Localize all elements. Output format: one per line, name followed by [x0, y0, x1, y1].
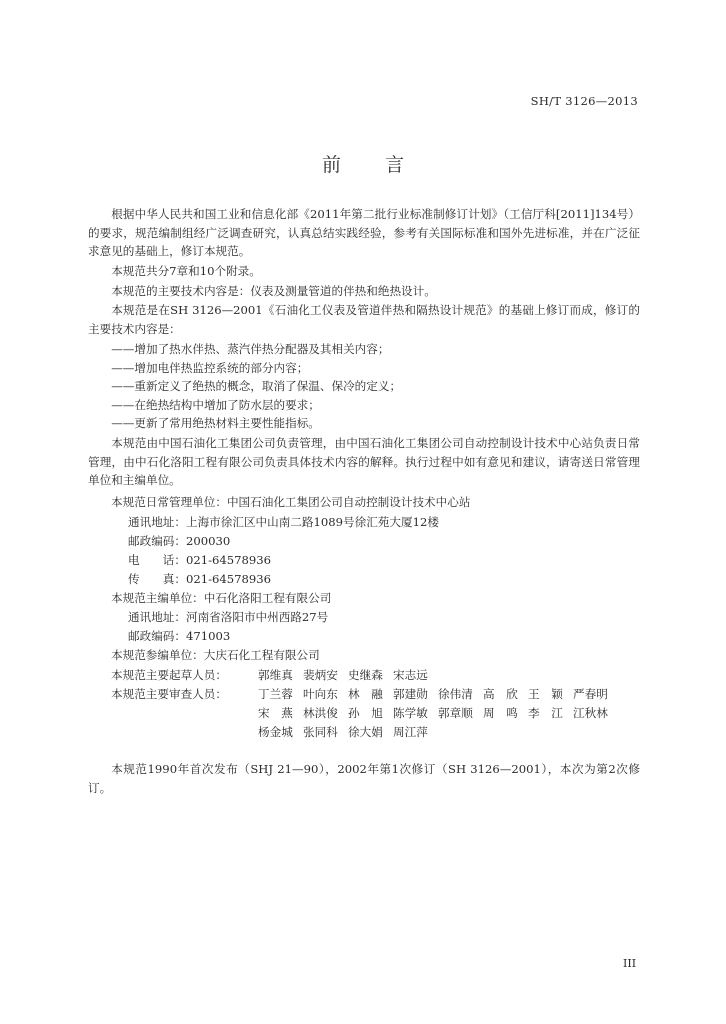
change-item: ——在绝热结构中增加了防水层的要求；: [111, 397, 320, 412]
management-address: 通讯地址：上海市徐汇区中山南二路1089号徐汇苑大厦12楼: [128, 515, 439, 529]
paragraph-background: 根据中华人民共和国工业和信息化部《2011年第二批行业标准制修订计划》（工信厅科[2011]134号）的要求，规范编制组经广泛调查研究，认真总结实践经验，参考有关国际标准和国外先进标准，并在广泛征求意见的基础上，修订本规范。: [88, 207, 640, 259]
reviewer-name: 丁兰蓉: [258, 687, 293, 701]
change-item: ——重新定义了绝热的概念，取消了保温、保冷的定义；: [111, 379, 402, 394]
reviewers-row-3: [258, 723, 438, 742]
drafter-name: 宋志远: [393, 668, 428, 682]
reviewers-row-2: [258, 704, 618, 723]
management-unit: [111, 493, 470, 512]
management-fax: 传 真：021-64578936: [128, 572, 272, 586]
participant-unit: 本规范参编单位：大庆石化工程有限公司: [111, 648, 320, 662]
paragraph-chapters: 本规范共分7章和10个附录。: [111, 264, 261, 278]
drafters-label: 本规范主要起草人员：: [111, 668, 227, 682]
reviewer-name: 严春明: [573, 687, 608, 701]
change-item: ——增加电伴热监控系统的部分内容；: [111, 360, 309, 375]
paragraph-revision-basis: 本规范是在SH 3126—2001《石油化工仪表及管道伴热和隔热设计规范》的基础上修订而成，修订的主要技术内容是：: [88, 303, 640, 336]
management-tel: 电 话：021-64578936: [128, 553, 272, 567]
reviewer-name: 林洪俊: [303, 706, 338, 720]
reviewer-name: 林 融: [348, 687, 383, 701]
reviewer-name: 周 鸣: [483, 706, 518, 720]
drafter-name: 史继森: [348, 668, 383, 682]
paragraph-history: 本规范1990年首次发布（SHJ 21—90），2002年第1次修订（SH 3126—2001），本次为第2次修订。: [88, 762, 640, 795]
editor-name: 中石化洛阳工程有限公司: [203, 591, 332, 605]
management-name: 中国石油化工集团公司自动控制设计技术中心站: [226, 495, 471, 509]
page-title: 前言: [321, 154, 448, 176]
change-list: [88, 340, 401, 433]
change-item: ——增加了热水伴热、蒸汽伴热分配器及其相关内容；: [111, 342, 390, 356]
reviewer-name: 孙 旭: [348, 706, 383, 720]
reviewer-name: 郭建勋: [393, 687, 428, 701]
reviewer-name: 郭章顺: [438, 706, 473, 720]
reviewer-name: 江秋林: [573, 706, 608, 720]
paragraph-main-content: 本规范的主要技术内容是：仪表及测量管道的伴热和绝热设计。: [111, 284, 436, 298]
reviewer-name: 徐大娟: [348, 725, 383, 739]
reviewer-name: 高 欣: [483, 687, 518, 701]
editor-unit: 本规范主编单位：中石化洛阳工程有限公司: [111, 591, 332, 605]
reviewer-name: 张同科: [303, 725, 338, 739]
reviewers-label: 本规范主要审查人员：: [111, 687, 227, 701]
drafters-names: [258, 666, 438, 685]
page-number: III: [623, 957, 637, 970]
reviewer-name: 徐伟清: [438, 687, 473, 701]
standard-code: SH/T 3126—2013: [530, 94, 638, 108]
change-item: ——更新了常用绝热材料主要性能指标。: [111, 416, 320, 431]
reviewer-name: 陈学敏: [393, 706, 428, 720]
reviewer-name: 叶向东: [303, 687, 338, 701]
editor-address: 通讯地址：河南省洛阳市中州西路27号: [128, 610, 329, 624]
reviewer-name: 周江萍: [393, 725, 428, 739]
paragraph-management: 本规范由中国石油化工集团公司负责管理，由中国石油化工集团公司自动控制设计技术中心站负责日常管理，由中石化洛阳工程有限公司负责具体技术内容的解释。执行过程中如有意见和建议，请寄送日常管理单位和主编单位。: [88, 436, 640, 488]
reviewers-row-1: [258, 685, 618, 704]
drafter-name: 裴炳安: [303, 668, 338, 682]
reviewer-name: 杨金城: [258, 725, 293, 739]
editor-postcode: 邮政编码：471003: [128, 629, 231, 643]
reviewer-name: 宋 燕: [258, 706, 293, 720]
management-label: 本规范日常管理单位：: [111, 495, 227, 509]
reviewer-name: 王 颖: [528, 687, 563, 701]
management-postcode: 邮政编码：200030: [128, 534, 231, 548]
drafter-name: 郭维真: [258, 668, 293, 682]
reviewer-name: 李 江: [528, 706, 563, 720]
participant-name: 大庆石化工程有限公司: [203, 648, 320, 662]
